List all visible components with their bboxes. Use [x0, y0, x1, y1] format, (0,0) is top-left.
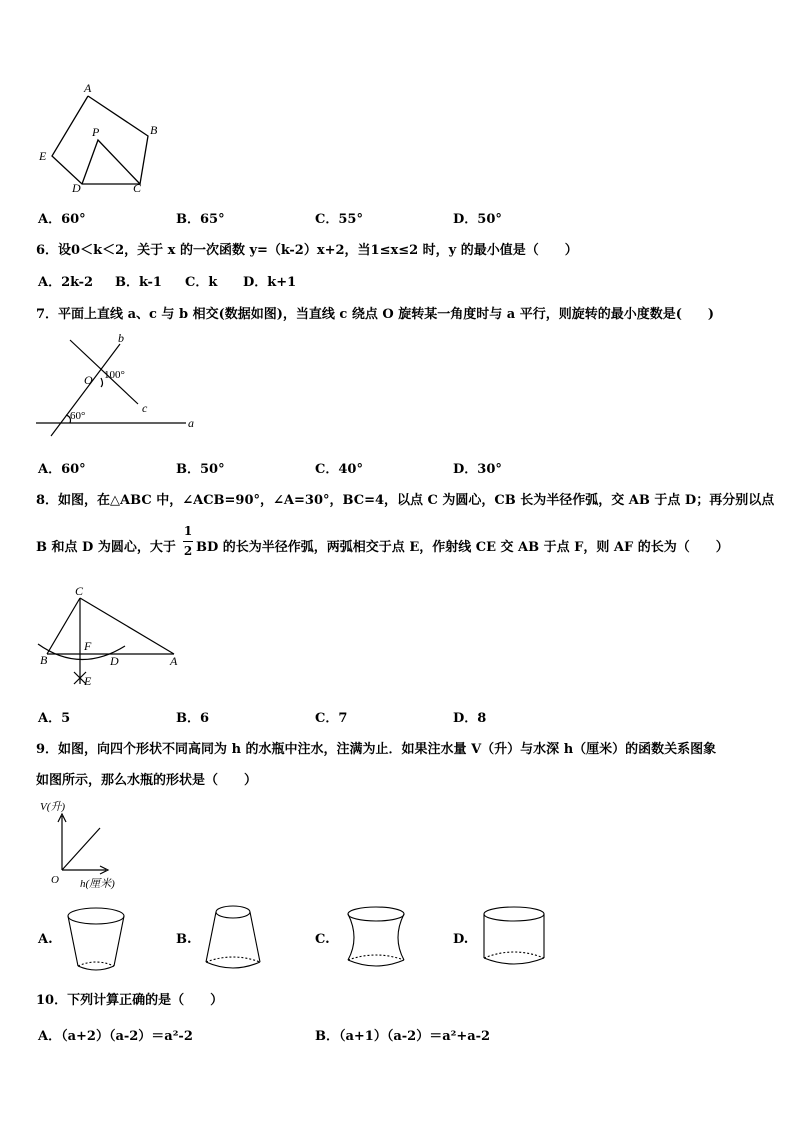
q6-stem: 6．设0＜k＜2，关于 x 的一次函数 y=（k-2）x+2，当1≤x≤2 时，y 的最小值是（ ）: [36, 243, 578, 258]
q8-label-D: D: [110, 654, 119, 668]
q10-stem: 10．下列计算正确的是（ ）: [36, 993, 224, 1008]
q5-triangle: [82, 140, 140, 184]
q5-label-P: P: [92, 125, 100, 139]
q8-frac-bar: [183, 541, 193, 542]
q5-label-E: E: [39, 149, 47, 163]
q8-label-A: A: [170, 654, 178, 668]
q8-option-c[interactable]: C．7: [315, 711, 348, 726]
q10-option-a[interactable]: A．（a+2）（a-2）＝a²-2: [38, 1029, 193, 1044]
q5-option-a[interactable]: A．60°: [38, 212, 86, 227]
q8-side-CA: [80, 598, 174, 654]
q8-label-E: E: [84, 674, 92, 688]
q7-line-b: [51, 344, 120, 436]
q5-option-d[interactable]: D．50°: [453, 212, 502, 227]
q7-label-b: b: [118, 331, 124, 345]
q5-label-A: A: [84, 81, 92, 95]
q8-stem-line1: 8．如图，在△ABC 中，∠ACB=90°，∠A=30°，BC=4，以点 C 为圆心，CB 长为半径作弧，交 AB 于点 D；再分别以点: [36, 493, 775, 508]
q8-label-B: B: [40, 653, 48, 667]
q6-option-d[interactable]: D．k+1: [243, 275, 297, 290]
q9-option-a-vessel[interactable]: [60, 900, 132, 982]
q9-option-c-label[interactable]: C.: [315, 932, 330, 947]
q9-graph-line: [62, 828, 100, 870]
q9-option-a-label[interactable]: A.: [38, 932, 53, 947]
q7-option-c[interactable]: C．40°: [315, 462, 363, 477]
q7-angle-60: 60°: [70, 410, 86, 422]
q8-figure: [30, 584, 190, 694]
q8-option-d[interactable]: D．8: [453, 711, 487, 726]
q7-figure: [30, 330, 210, 440]
q7-label-c: c: [142, 401, 148, 415]
q6-option-b[interactable]: B．k-1: [115, 275, 162, 290]
q9-option-d-label[interactable]: D.: [453, 932, 469, 947]
q8-stem-line2-after: BD 的长为半径作弧，两弧相交于点 E，作射线 CE 交 AB 于点 F，则 AF 的长为（ ）: [196, 540, 729, 555]
q5-label-B: B: [150, 123, 158, 137]
q8-option-a[interactable]: A．5: [38, 711, 71, 726]
q5-figure: [30, 78, 170, 196]
q8-side-CB: [47, 598, 80, 654]
q5-label-D: D: [72, 181, 81, 195]
q9-graph: [30, 796, 140, 894]
q8-option-b[interactable]: B．6: [176, 711, 210, 726]
q8-frac-denominator: 2: [183, 544, 193, 558]
q8-label-C: C: [75, 584, 84, 598]
q5-option-b[interactable]: B．65°: [176, 212, 225, 227]
q8-stem-line2-before: B 和点 D 为圆心，大于: [36, 540, 176, 555]
q7-stem: 7．平面上直线 a、c 与 b 相交(数据如图)，当直线 c 绕点 O 旋转某一角度时与 a 平行，则旋转的最小度数是( ): [36, 307, 715, 322]
q7-angle-arc-top: [101, 378, 103, 387]
q7-option-b[interactable]: B．50°: [176, 462, 225, 477]
q5-label-C: C: [133, 181, 142, 195]
q5-option-c[interactable]: C．55°: [315, 212, 363, 227]
q7-label-a: a: [188, 416, 194, 430]
q9-y-label: V(升): [40, 801, 66, 813]
q7-angle-100: 100°: [104, 369, 125, 381]
q9-option-c-vessel[interactable]: [338, 900, 414, 982]
q9-option-d-vessel[interactable]: [476, 900, 552, 982]
q10-option-b[interactable]: B．（a+1）（a-2）＝a²+a-2: [315, 1029, 491, 1044]
q6-option-a[interactable]: A．2k-2: [38, 275, 94, 290]
q9-option-b-vessel[interactable]: [198, 900, 268, 982]
q9-option-b-label[interactable]: B.: [176, 932, 192, 947]
q8-frac-numerator: 1: [183, 524, 193, 538]
q6-option-c[interactable]: C．k: [185, 275, 218, 290]
q5-pentagon: [52, 96, 148, 184]
q8-label-F: F: [84, 639, 92, 653]
q9-origin: O: [51, 874, 59, 886]
q7-label-O: O: [84, 373, 93, 387]
q7-option-a[interactable]: A．60°: [38, 462, 86, 477]
q7-option-d[interactable]: D．30°: [453, 462, 502, 477]
q9-x-label: h(厘米): [80, 878, 115, 890]
q9-stem-line1: 9．如图，向四个形状不同高同为 h 的水瓶中注水，注满为止．如果注水量 V（升）与水深 h（厘米）的函数关系图象: [36, 742, 717, 757]
q9-stem-line2: 如图所示，那么水瓶的形状是（ ）: [36, 773, 258, 788]
